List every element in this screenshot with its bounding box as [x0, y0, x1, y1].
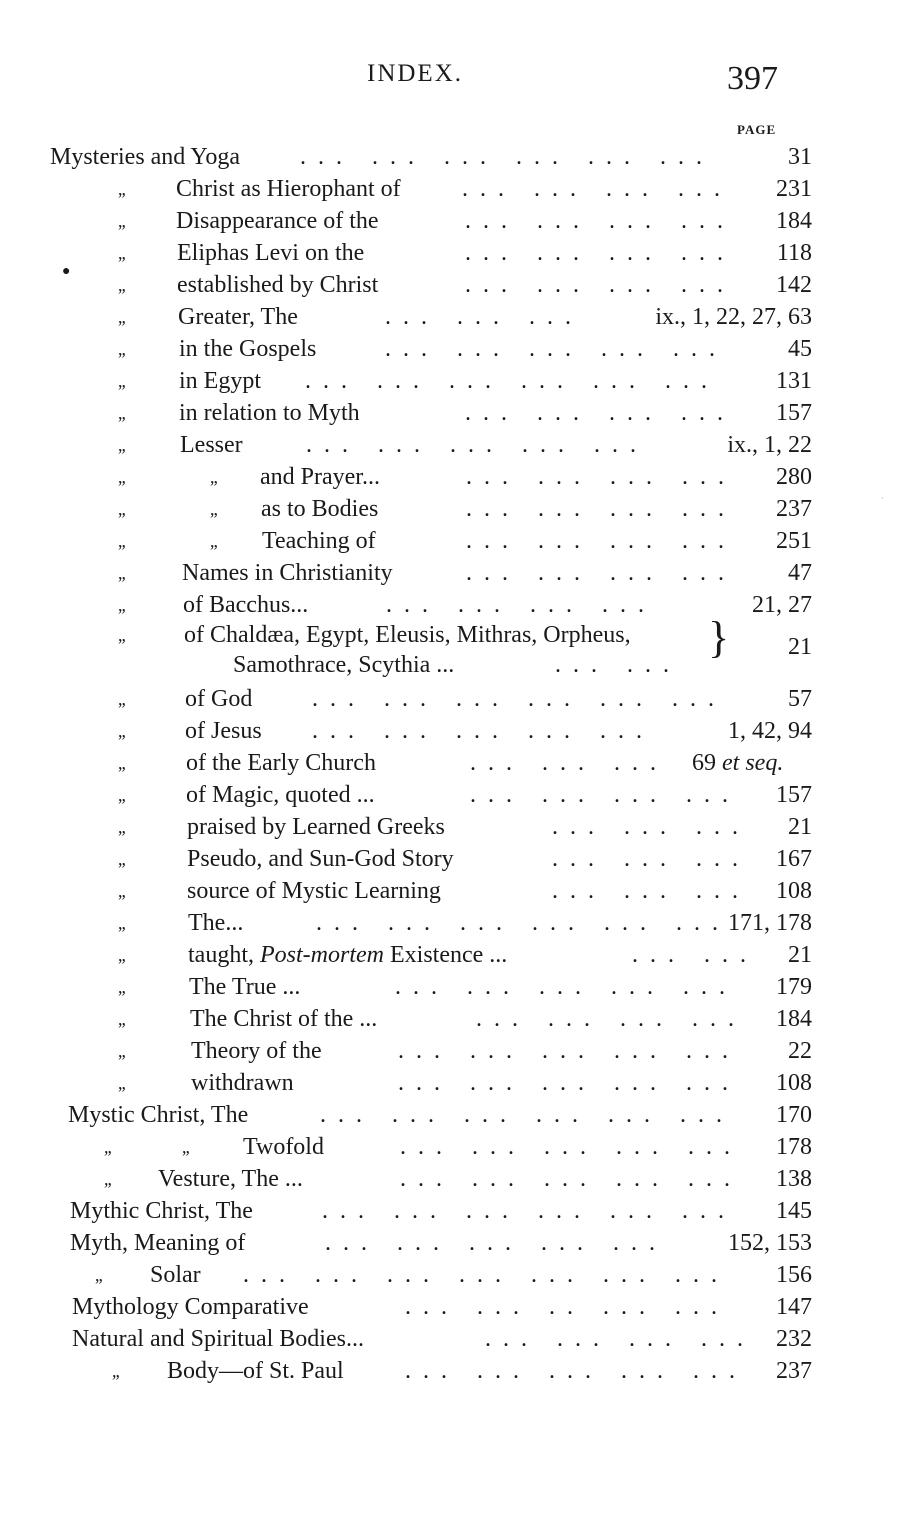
index-entry [0, 812, 900, 842]
ditto-mark: ,, [118, 371, 125, 391]
ditto-mark: ,, [118, 275, 125, 295]
entry-text: The Christ of the ... [190, 1006, 378, 1032]
entry-text: Vesture, The ... [158, 1166, 303, 1192]
entry-page: 145 [776, 1198, 812, 1224]
index-entry [0, 590, 900, 620]
entry-page: 31 [788, 144, 812, 170]
entry-text: and Prayer... [260, 464, 380, 490]
leader-dots: ... ... ... ... [476, 1006, 746, 1032]
entry-page: 231 [776, 176, 812, 202]
entry-text: in Egypt [179, 368, 261, 394]
entry-page: 178 [776, 1134, 812, 1160]
leader-dots: ... ... .. ... ... [405, 1294, 729, 1320]
entry-text: Eliphas Levi on the [177, 240, 365, 266]
entry-text-lead: taught, [188, 942, 254, 968]
entry-page: 156 [776, 1262, 812, 1288]
leader-dots: ... ... ... ... ... ... [316, 910, 730, 936]
leader-dots: ... ... ... ... [470, 782, 740, 808]
entry-page: 157 [776, 782, 812, 808]
entry-page: 184 [776, 1006, 812, 1032]
entry-text: Solar [150, 1262, 201, 1288]
ditto-mark: ,, [104, 1169, 111, 1189]
ditto-mark: ,, [118, 977, 125, 997]
leader-dots: ... ... ... ... [466, 464, 736, 490]
leader-dots: ... ... [555, 652, 681, 678]
entry-page: 21 [788, 814, 812, 840]
leader-dots: ... ... ... ... [466, 496, 736, 522]
index-entry [0, 1356, 900, 1386]
ditto-mark: ,, [118, 499, 125, 519]
ditto-mark: ,, [210, 499, 217, 519]
entry-page: ix., 1, 22 [727, 432, 812, 458]
entry-text: of the Early Church [186, 750, 376, 776]
entry-text: as to Bodies [261, 496, 379, 522]
leader-dots: ... ... ... ... ... ... ... [243, 1262, 729, 1288]
ditto-mark: ,, [118, 243, 125, 263]
leader-dots: ... ... ... ... ... ... [312, 686, 726, 712]
index-entry [0, 462, 900, 492]
entry-page: 138 [776, 1166, 812, 1192]
leader-dots: ... ... ... ... ... [400, 1134, 742, 1160]
leader-dots: ... ... ... ... [465, 400, 735, 426]
ditto-mark: ,, [112, 1361, 119, 1381]
entry-text: Mystic Christ, The [68, 1102, 249, 1128]
ditto-mark: ,, [118, 817, 125, 837]
leader-dots: ... ... ... [470, 750, 668, 776]
entry-page: 157 [776, 400, 812, 426]
index-entry [0, 1068, 900, 1098]
index-entry [0, 1260, 900, 1290]
index-entry [0, 908, 900, 938]
ditto-mark: ,, [210, 467, 217, 487]
entry-page: 170 [776, 1102, 812, 1128]
index-entry [0, 302, 900, 332]
entry-page: 118 [776, 240, 812, 266]
entry-text: Myth, Meaning of [70, 1230, 246, 1256]
entry-text: established by Christ [177, 272, 379, 298]
entry-page: 232 [776, 1326, 812, 1352]
right-brace: } [708, 613, 730, 662]
ditto-mark: ,, [118, 1073, 125, 1093]
entry-page: 131 [776, 368, 812, 394]
entry-text: Body—of St. Paul [167, 1358, 344, 1384]
leader-dots: ... ... ... ... ... [398, 1070, 740, 1096]
entry-text: withdrawn [191, 1070, 294, 1096]
entry-page: 22 [788, 1038, 812, 1064]
index-entry [0, 430, 900, 460]
entry-page [692, 748, 783, 778]
ditto-mark: ,, [118, 211, 125, 231]
leader-dots: ... ... ... ... [465, 272, 735, 298]
leader-dots: ... ... ... ... ... [325, 1230, 667, 1256]
entry-text: Names in Christianity [182, 560, 393, 586]
index-entry [0, 780, 900, 810]
leader-dots: ... ... ... ... [462, 176, 732, 202]
entry-page: 45 [788, 336, 812, 362]
index-entry [0, 334, 900, 364]
ink-dot: ● [62, 264, 71, 279]
ditto-mark: ,, [118, 945, 125, 965]
ditto-mark: ,, [118, 435, 125, 455]
leader-dots: ... ... ... ... ... ... [300, 144, 714, 170]
entry-text: of God [185, 686, 253, 712]
entry-text: in relation to Myth [179, 400, 360, 426]
entry-text: Teaching of [262, 528, 376, 554]
leader-dots: ... ... ... [552, 846, 750, 872]
entry-page: 152, 153 [728, 1230, 812, 1256]
ditto-mark: ,, [182, 1137, 189, 1157]
index-entry [0, 494, 900, 524]
entry-page: ix., 1, 22, 27, 63 [655, 304, 812, 330]
index-entry [0, 206, 900, 236]
leader-dots: ... ... ... ... ... [405, 1358, 747, 1384]
entry-text: of Magic, quoted ... [186, 782, 375, 808]
entry-page: 251 [776, 528, 812, 554]
entry-text: of Jesus [185, 718, 262, 744]
entry-text: The... [188, 910, 244, 936]
entry-page: 167 [776, 846, 812, 872]
entry-text: Lesser [180, 432, 243, 458]
entry-page: 142 [776, 272, 812, 298]
entry-text: Natural and Spiritual Bodies... [72, 1326, 364, 1352]
ditto-mark: ,, [95, 1265, 102, 1285]
index-entry [0, 238, 900, 268]
ink-speck: · [881, 494, 884, 503]
entry-text: in the Gospels [179, 336, 317, 362]
entry-text: Greater, The [178, 304, 298, 330]
entry-page: 21, 27 [752, 592, 812, 618]
leader-dots: ... ... ... ... ... [400, 1166, 742, 1192]
ditto-mark: ,, [118, 849, 125, 869]
entry-text: Pseudo, and Sun-God Story [187, 846, 454, 872]
index-entry [0, 526, 900, 556]
entry-text: Twofold [243, 1134, 324, 1160]
index-entry [0, 1004, 900, 1034]
index-entry [0, 142, 900, 172]
index-entry [0, 1100, 900, 1130]
leader-dots: ... ... [632, 942, 758, 968]
entry-text: Disappearance of the [176, 208, 379, 234]
index-entry [0, 1036, 900, 1066]
leader-dots: ... ... ... ... ... [395, 974, 737, 1000]
page-number: 397 [727, 60, 778, 97]
index-entry [0, 174, 900, 204]
index-entry [0, 1196, 900, 1226]
ditto-mark: ,, [118, 689, 125, 709]
entry-text: Theory of the [191, 1038, 322, 1064]
entry-text-continued: Samothrace, Scythia ... [233, 652, 455, 678]
ditto-mark: ,, [118, 721, 125, 741]
entry-page: 47 [788, 560, 812, 586]
entry-text: of Chaldæa, Egypt, Eleusis, Mithras, Orpheus, [184, 622, 631, 648]
entry-page: 21 [788, 942, 812, 968]
entry-page: 280 [776, 464, 812, 490]
ditto-mark: ,, [118, 913, 125, 933]
page-suffix: et seq. [722, 750, 784, 776]
index-entry [0, 940, 900, 970]
leader-dots: ... ... ... ... ... [385, 336, 727, 362]
entry-text: praised by Learned Greeks [187, 814, 445, 840]
entry-page: 108 [776, 1070, 812, 1096]
entry-page: 1, 42, 94 [728, 718, 812, 744]
index-entry [0, 270, 900, 300]
leader-dots: ... ... ... ... ... ... [305, 368, 719, 394]
index-entry-page [0, 632, 900, 662]
index-entry [0, 1132, 900, 1162]
ditto-mark: ,, [118, 403, 125, 423]
index-entry [0, 844, 900, 874]
entry-text: Mythology Comparative [72, 1294, 309, 1320]
entry-text: Mythic Christ, The [70, 1198, 253, 1224]
ditto-mark: ,, [118, 179, 125, 199]
index-entry [0, 972, 900, 1002]
leader-dots: ... ... ... [385, 304, 583, 330]
entry-page: 237 [776, 496, 812, 522]
leader-dots: ... ... ... [552, 878, 750, 904]
entry-page: 171, 178 [728, 910, 812, 936]
index-entry [0, 398, 900, 428]
page-value: 69 [692, 750, 716, 776]
leader-dots: ... ... ... ... ... [398, 1038, 740, 1064]
entry-page: 108 [776, 878, 812, 904]
leader-dots: ... ... ... ... [485, 1326, 755, 1352]
entry-text-tail: Existence ... [389, 942, 508, 968]
index-entry [0, 1292, 900, 1322]
entry-text: of Bacchus... [183, 592, 309, 618]
index-entry [0, 684, 900, 714]
leader-dots: ... ... ... ... ... ... [320, 1102, 734, 1128]
index-entry [0, 876, 900, 906]
entry-text: source of Mystic Learning [187, 878, 441, 904]
ditto-mark: ,, [118, 339, 125, 359]
ditto-mark: ,, [118, 1041, 125, 1061]
leader-dots: ... ... ... ... ... ... [322, 1198, 736, 1224]
ditto-mark: ,, [118, 595, 125, 615]
ditto-mark: ,, [118, 307, 125, 327]
entry-page: 184 [776, 208, 812, 234]
ditto-mark: ,, [118, 467, 125, 487]
ditto-mark: ,, [118, 1009, 125, 1029]
leader-dots: ... ... ... ... [386, 592, 656, 618]
index-entry [0, 748, 900, 778]
ditto-mark: ,, [118, 531, 125, 551]
entry-page: 237 [776, 1358, 812, 1384]
entry-text: Mysteries and Yoga [50, 144, 240, 170]
entry-text: The True ... [189, 974, 301, 1000]
entry-page: 21 [788, 634, 812, 660]
ditto-mark: ,, [118, 785, 125, 805]
entry-page: 57 [788, 686, 812, 712]
index-entry [0, 716, 900, 746]
leader-dots: ... ... ... ... ... [312, 718, 654, 744]
ditto-mark: ,, [118, 563, 125, 583]
entry-page: 179 [776, 974, 812, 1000]
entry-text-italic: Post-mortem [260, 942, 384, 968]
ditto-mark: ,, [118, 753, 125, 773]
page-column-label: PAGE [737, 122, 777, 137]
leader-dots: ... ... ... ... [465, 240, 735, 266]
leader-dots: ... ... ... ... ... [306, 432, 648, 458]
leader-dots: ... ... ... [552, 814, 750, 840]
entry-page: 147 [776, 1294, 812, 1320]
ditto-mark: ,, [118, 881, 125, 901]
ditto-mark: ,, [104, 1137, 111, 1157]
ditto-mark: ,, [118, 625, 125, 645]
leader-dots: ... ... ... ... [465, 208, 735, 234]
index-entry [0, 1228, 900, 1258]
index-entry [0, 1324, 900, 1354]
index-entry [0, 1164, 900, 1194]
entry-text [188, 940, 507, 970]
index-entry [0, 558, 900, 588]
leader-dots: ... ... ... ... [466, 560, 736, 586]
ditto-mark: ,, [210, 531, 217, 551]
leader-dots: ... ... ... ... [466, 528, 736, 554]
running-head: INDEX. [367, 60, 464, 87]
index-entry [0, 366, 900, 396]
entry-text: Christ as Hierophant of [176, 176, 401, 202]
